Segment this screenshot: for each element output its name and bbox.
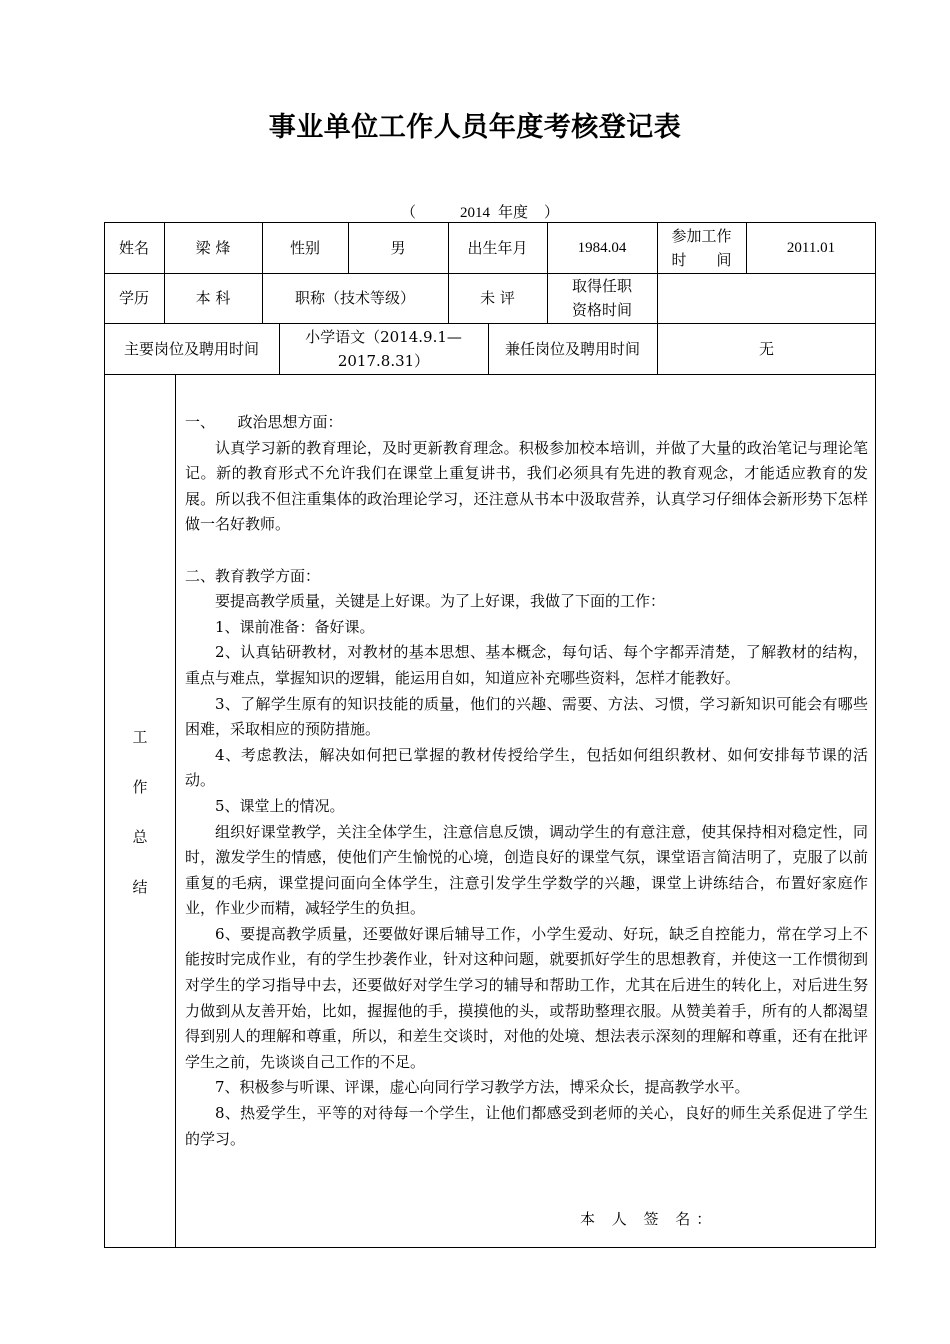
- paragraph-gap: [185, 538, 868, 564]
- birth-label: 出生年月: [467, 238, 528, 257]
- qualification-date-label: [547, 273, 657, 323]
- form-title: 事业单位工作人员年度考核登记表: [268, 112, 682, 143]
- paragraph: 组织好课堂教学，关注全体学生，注意信息反馈，调动学生的有意注意，使其保持相对稳定性，同时，激发学生的情感，使他们产生愉悦的心境，创造良好的课堂气氛，课堂语言简洁明了，克服了以前重复的毛病，课堂提问面向全体学生，注意引发学生学数学的兴趣，课堂上讲练结合，布置好家庭作业，作业少而精，减轻学生的负担。: [185, 822, 868, 918]
- professional-title-label: 职称（技术等级）: [294, 289, 415, 307]
- paragraph: 6、要提高教学质量，还要做好课后辅导工作，小学生爱动、好玩，缺乏自控能力，常在学习上不能按时完成作业，有的学生抄袭作业，针对这种问题，就要抓好学生的思想教育，并使这一工作惯彻到对学生的学习指导中去，还要做好对学生学习的辅导和帮助工作，尤其在后进生的转化上，对后进生努力做到从友善开始，比如，握握他的手，摸摸他的头，或帮助整理衣服。从赞美着手，所有的人都渴望得到别人的理解和尊重，所以，和差生交谈时，对他的处境、想法表示深刻的理解和尊重，还有在批评学生之前，先谈谈自己工作的不足。: [185, 924, 868, 1071]
- work-start-label-line1: 参加工作: [671, 226, 732, 245]
- gender-value: 男: [390, 238, 406, 257]
- work-summary-body: [185, 410, 868, 1152]
- side-char: 工: [132, 728, 148, 746]
- gender-label: 性别: [289, 238, 320, 257]
- paragraph: 1、课前准备：备好课。: [215, 617, 375, 636]
- paragraph: 4、考虑教法，解决如何把已掌握的教材传授给学生，包括如何组织教材、如何安排每节课的活动。: [185, 745, 868, 790]
- main-post-value-line1: 小学语文（2014.9.1—: [305, 327, 462, 346]
- section-heading: 二、教育教学方面：: [185, 566, 321, 585]
- qualification-date-value: [657, 273, 876, 323]
- year-line: [0, 201, 950, 222]
- work-start-label-line2: 时 间: [671, 250, 732, 269]
- main-post-label: 主要岗位及聘用时间: [123, 339, 259, 358]
- row-divider: [104, 374, 876, 375]
- paragraph: 8、热爱学生，平等的对待每一个学生，让他们都感受到老师的关心，良好的师生关系促进了学生的学习。: [185, 1104, 868, 1148]
- year-value: 2014: [459, 205, 490, 221]
- year-open-paren: （: [400, 203, 416, 221]
- work-start-label: [657, 222, 746, 273]
- name-label: 姓名: [118, 238, 149, 257]
- professional-title-value: 未 评: [480, 289, 515, 307]
- paragraph: 3、了解学生原有的知识技能的质量，他们的兴趣、需要、方法、习惯，学习新知识可能会有哪些困难，采取相应的预防措施。: [185, 694, 868, 739]
- year-unit: 年度: [497, 203, 528, 221]
- main-post-value-line2: 2017.8.31）: [337, 351, 430, 370]
- work-summary-label: [104, 726, 176, 926]
- paragraph: 认真学习新的教育理论，及时更新教育理念。积极参加校本培训，并做了大量的政治笔记与理论笔记。新的教育形式不允许我们在课堂上重复讲书，我们必须具有先进的教育观念，才能适应教育的发展。所以我不但注重集体的政治理论学习，还注意从书本中汲取营养，认真学习仔细体会新形势下怎样做一名好教师。: [185, 438, 868, 534]
- paragraph: 5、课堂上的情况。: [215, 796, 345, 815]
- qualification-date-label-line1: 取得任职: [571, 277, 632, 295]
- work-start-value: 2011.01: [786, 239, 836, 256]
- name-value: 梁 烽: [195, 238, 231, 257]
- side-char: 总: [132, 828, 148, 846]
- paragraph: 要提高教学质量，关键是上好课。为了上好课，我做了下面的工作：: [215, 592, 666, 611]
- education-value: 本 科: [195, 289, 231, 307]
- paragraph: 7、积极参与听课、评课，虚心向同行学习教学方法，博采众长，提高教学水平。: [215, 1078, 750, 1097]
- birth-value: 1984.04: [577, 239, 627, 256]
- signature-label: 本 人 签 名：: [580, 1210, 718, 1228]
- side-char: 作: [132, 778, 148, 796]
- paragraph: 2、认真钻研教材，对教材的基本思想、基本概念，每句话、每个字都弄清楚，了解教材的结构，重点与难点，掌握知识的逻辑，能运用自如，知道应补充哪些资料，怎样才能教好。: [185, 643, 868, 687]
- parttime-post-value: 无: [758, 339, 774, 358]
- qualification-date-label-line2: 资格时间: [571, 301, 632, 319]
- section-heading: 一、 政治思想方面：: [185, 413, 343, 431]
- parttime-post-label: 兼任岗位及聘用时间: [504, 339, 640, 358]
- education-label: 学历: [118, 289, 149, 307]
- main-post-value: [279, 323, 488, 374]
- year-close-paren: ）: [544, 203, 560, 221]
- side-char: 结: [132, 878, 148, 896]
